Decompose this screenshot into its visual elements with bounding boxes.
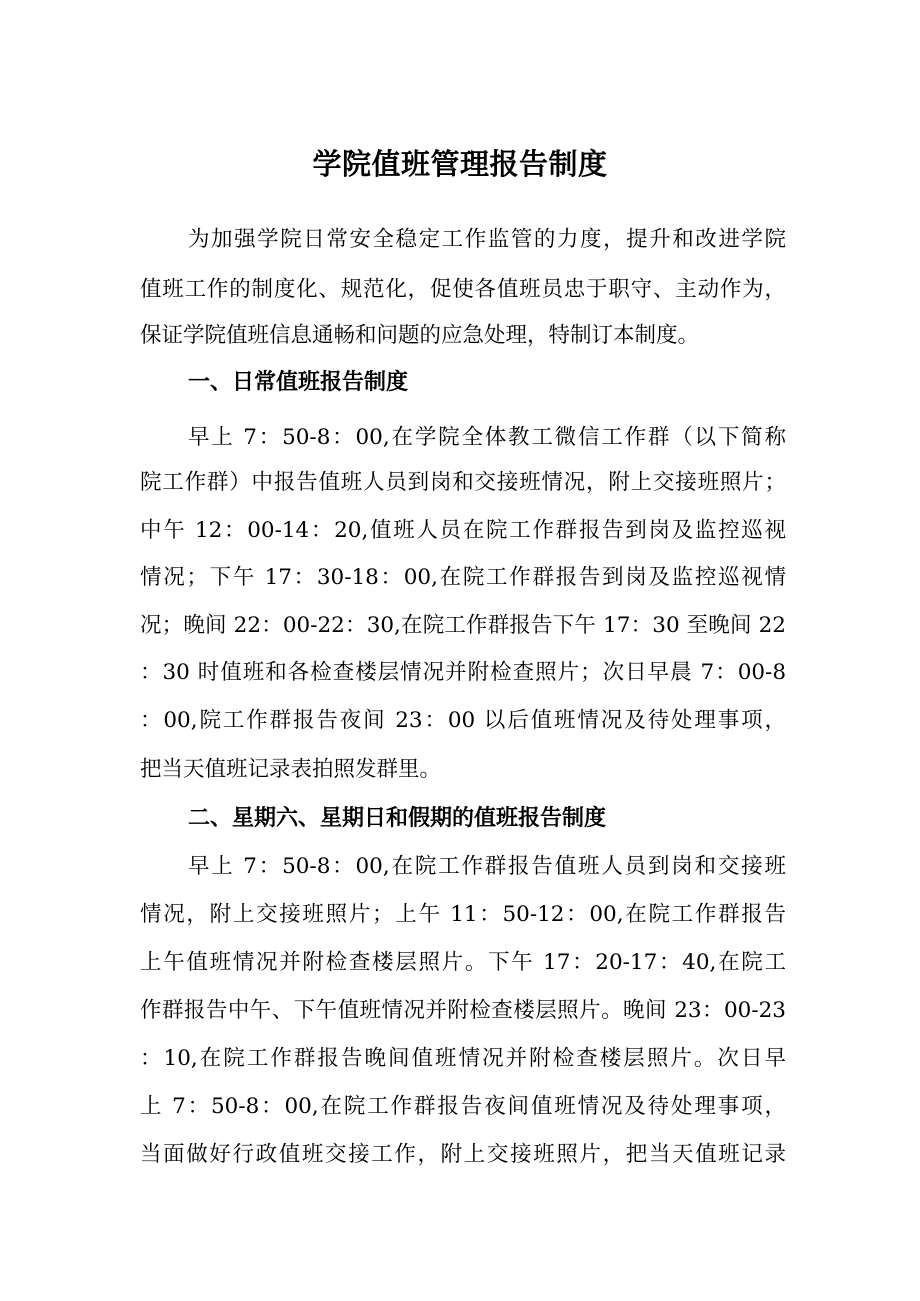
section2-line: 情况，附上交接班照片；上午 11：50-12：00,在院工作群报告 <box>140 902 786 927</box>
section2-line: 当面做好行政值班交接工作，附上交接班照片，把当天值班记录 <box>140 1142 786 1167</box>
section-heading-weekend-holiday: 二、星期六、星期日和假期的值班报告制度 <box>188 806 607 831</box>
section1-line: ：30 时值班和各检查楼层情况并附检查照片；次日早晨 7：00-8 <box>140 660 786 685</box>
section1-line: 院工作群）中报告值班人员到岗和交接班情况，附上交接班照片； <box>140 470 786 495</box>
section-heading-daily: 一、日常值班报告制度 <box>188 370 409 395</box>
section1-line: 中午 12：00-14：20,值班人员在院工作群报告到岗及监控巡视 <box>140 518 786 543</box>
document-title: 学院值班管理报告制度 <box>312 147 608 181</box>
section1-line: 把当天值班记录表拍照发群里。 <box>140 757 442 782</box>
section1-line: 情况；下午 17：30-18：00,在院工作群报告到岗及监控巡视情 <box>140 565 786 590</box>
section2-line: 上午值班情况并附检查楼层照片。下午 17：20-17：40,在院工 <box>140 950 786 975</box>
intro-line: 保证学院值班信息通畅和问题的应急处理，特制订本制度。 <box>140 323 700 348</box>
intro-line: 值班工作的制度化、规范化，促使各值班员忠于职守、主动作为， <box>140 277 786 302</box>
section2-line: 早上 7：50-8：00,在院工作群报告值班人员到岗和交接班 <box>188 854 786 879</box>
intro-line: 为加强学院日常安全稳定工作监管的力度，提升和改进学院 <box>188 227 786 252</box>
section1-line: 早上 7：50-8：00,在学院全体教工微信工作群（以下简称 <box>188 425 786 450</box>
section2-line: 作群报告中午、下午值班情况并附检查楼层照片。晚间 23：00-23 <box>140 998 786 1023</box>
section2-line: ：10,在院工作群报告晚间值班情况并附检查楼层照片。次日早 <box>140 1046 786 1071</box>
section1-line: 况；晚间 22：00-22：30,在院工作群报告下午 17：30 至晚间 22 <box>140 613 786 638</box>
section1-line: ：00,院工作群报告夜间 23：00 以后值班情况及待处理事项， <box>140 708 786 733</box>
section2-line: 上 7：50-8：00,在院工作群报告夜间值班情况及待处理事项， <box>140 1094 786 1119</box>
